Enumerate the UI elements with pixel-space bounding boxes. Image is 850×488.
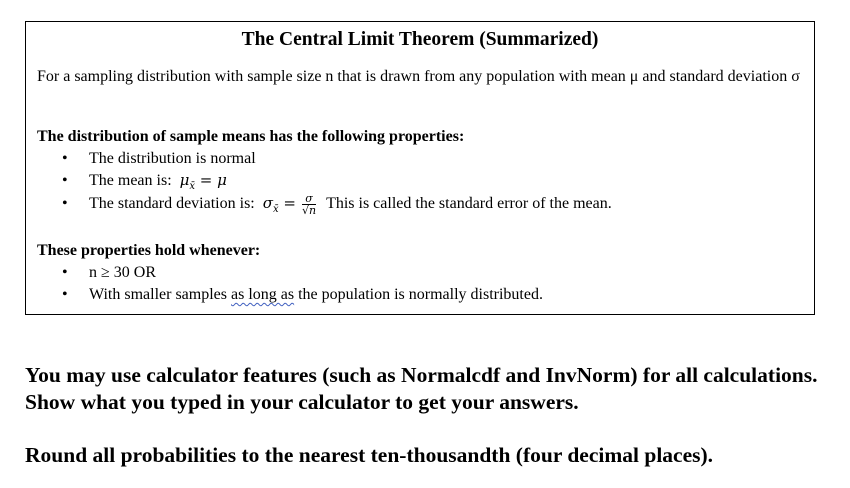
mean-formula: $\mu_{x̄} = \mu$	[179, 171, 227, 192]
properties-heading: The distribution of sample means has the following properties:	[37, 128, 465, 145]
mean-label: The mean is:	[89, 172, 172, 189]
calculator-note: You may use calculator features (such as Normalcdf and InvNorm) for all calculations. Show what you typed in your calculator to get your answers.	[25, 363, 818, 414]
spellcheck-underline: as long as	[231, 286, 295, 303]
bullet-dot: •	[62, 286, 68, 303]
property-sd	[89, 190, 612, 219]
sd-fraction: $\frac{\sigma}{√n}$	[301, 191, 317, 217]
property-normal: The distribution is normal	[89, 150, 256, 167]
bullet-dot: •	[62, 195, 68, 212]
condition-normal: With smaller samples as long as the population is normally distributed.	[89, 286, 543, 303]
box-title: The Central Limit Theorem (Summarized)	[241, 29, 599, 50]
sd-note: This is called the standard error of the mean.	[326, 195, 612, 212]
intro-text: For a sampling distribution with sample size n that is drawn from any population with mean μ and standard deviation σ	[37, 68, 800, 85]
sd-label: The standard deviation is:	[89, 195, 255, 212]
bullet-dot: •	[62, 150, 68, 167]
bullet-dot: •	[62, 264, 68, 281]
clt-summary-box	[25, 21, 815, 315]
property-mean	[89, 171, 227, 192]
condition-n: n ≥ 30 OR	[89, 264, 157, 281]
rounding-note: Round all probabilities to the nearest ten-thousandth (four decimal places).	[25, 443, 714, 467]
conditions-heading: These properties hold whenever:	[37, 242, 261, 259]
bullet-dot: •	[62, 172, 68, 189]
sd-formula: $\sigma_{x̄}$ =	[262, 194, 296, 215]
